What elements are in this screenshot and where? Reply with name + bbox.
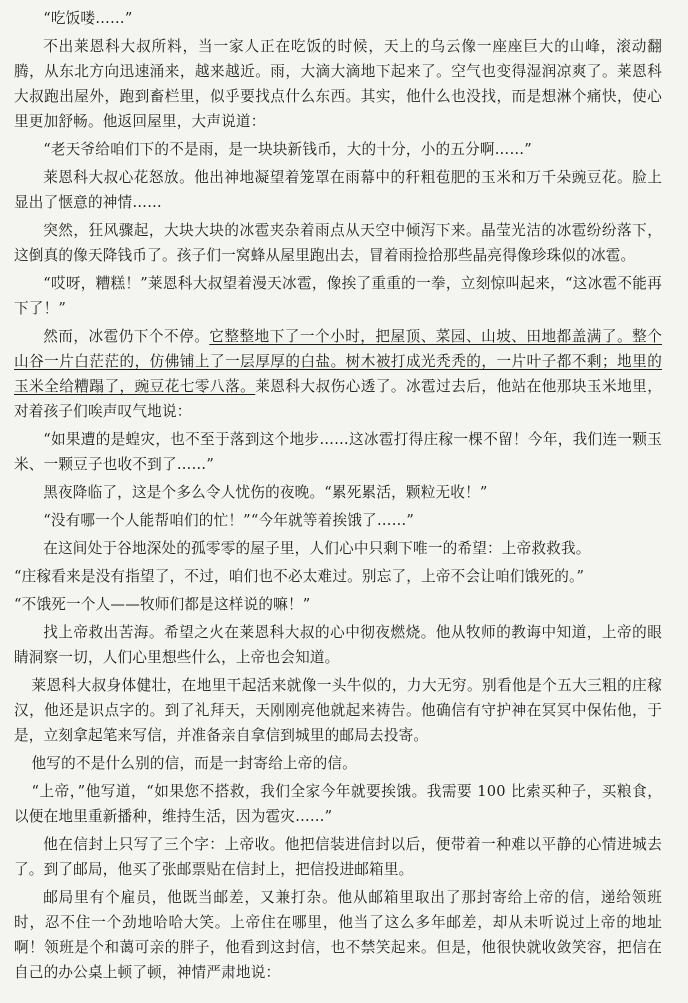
paragraph-text: 莱恩科大叔伤心透了。冰雹过去后，他站在他那块玉米地里，对着孩子们唉声叹气地说： [14,378,663,420]
paragraph: “吃饭喽……” [43,10,133,27]
paragraph: “不饿死一个人——牧师们都是这样说的嘛！” [14,596,311,613]
paragraph: 他在信封上只写了三个字：上帝收。他把信装进信封以后，便带着一种难以平静的心情进城去了。到了邮局，他买了张邮票贴在信封上，把信投进邮箱里。 [14,836,662,878]
paragraph: 他写的不是什么别的信，而是一封寄给上帝的信。 [31,755,357,772]
paragraph: 邮局里有个雇员，他既当邮差，又兼打杂。他从邮箱里取出了那封寄给上帝的信，递给领班时，忍不住一个劲地哈哈大笑。上帝住在哪里，他当了这么多年邮差，却从未听说过上帝的地址啊！领班是个和蔼可亲的胖子，他看到这封信，也不禁笑起来。但是，他很快就收敛笑容，把信在自己的办公桌上顿了顿，神情严肃地说： [14,889,662,981]
paragraph: “没有哪一个人能帮咱们的忙！”“今年就等着挨饿了……” [43,512,415,529]
paragraph: 找上帝救出苦海。希望之火在莱恩科大叔的心中彻夜燃烧。他从牧师的教诲中知道，上帝的眼睛洞察一切，人们心里想些什么，上帝也会知道。 [14,624,662,666]
paragraph-text: 然而，冰雹仍下个不停。 [43,328,210,345]
paragraph: “如果遭的是蝗灾，也不至于落到这个地步……这冰雹打得庄稼一棵不留！今年，我们连一颗玉米、一颗豆子也收不到了……” [14,431,662,473]
underlined-passage: 它整整地下了一个小时，把屋顶、菜园、山坡、田地都盖满了。整个山谷一片白茫茫的，仿佛铺上了一层厚厚的白盐。树木被打成光秃秃的，一片叶子都不剩；地里的玉米全给糟蹋了，豌豆花七零八落。 [14,328,662,395]
paragraph: 不出莱恩科大叔所料，当一家人正在吃饭的时候，天上的乌云像一座座巨大的山峰，滚动翻腾，从东北方向迅速涌来，越来越近。雨，大滴大滴地下起来了。空气也变得湿润凉爽了。莱恩科大叔跑出屋外，跑到畜栏里，似乎要找点什么东西。其实，他什么也没找，而是想淋个痛快，使心里更加舒畅。他返回屋里，大声说道： [14,38,662,130]
paragraph: 黑夜降临了，这是个多么令人忧伤的夜晚。“累死累活，颗粒无收！” [43,484,488,501]
paragraph: 莱恩科大叔心花怒放。他出神地凝望着笼罩在雨幕中的秆粗苞肥的玉米和万千朵豌豆花。脸上显出了惬意的神情…… [14,169,662,211]
paragraph-hail-damage [14,324,662,424]
paragraph: 莱恩科大叔身体健壮，在地里干起活来就像一头牛似的，力大无穷。别看他是个五大三粗的庄稼汉，他还是识点字的。到了礼拜天，天刚刚亮他就起来祷告。他确信有守护神在冥冥中保佑他，于是，立刻拿起笔来写信，并准备亲自拿信到城里的邮局去投寄。 [14,677,662,744]
paragraph: “庄稼看来是没有指望了，不过，咱们也不必太难过。别忘了，上帝不会让咱们饿死的。” [14,568,585,585]
paragraph: “老天爷给咱们下的不是雨，是一块块新钱币，大的十分，小的五分啊……” [43,141,532,158]
paragraph: “哎呀，糟糕！”莱恩科大叔望着漫天冰雹，像挨了重重的一拳，立刻惊叫起来，“这冰雹不能再下了！” [14,275,662,317]
paragraph: 在这间处于谷地深处的孤零零的屋子里，人们心中只剩下唯一的希望：上帝救救我。 [43,540,591,557]
paragraph: 突然，狂风骤起，大块大块的冰雹夹杂着雨点从天空中倾泻下来。晶莹光洁的冰雹纷纷落下，这倒真的像天降钱币了。孩子们一窝蜂从屋里跑出去，冒着雨捡拾那些晶亮得像珍珠似的冰雹。 [14,222,662,264]
paragraph: “上帝，”他写道，“如果您不搭救，我们全家今年就要挨饿。我需要 100 比索买种子，买粮食，以便在地里重新播种，维持生活，因为雹灾……” [14,783,662,825]
